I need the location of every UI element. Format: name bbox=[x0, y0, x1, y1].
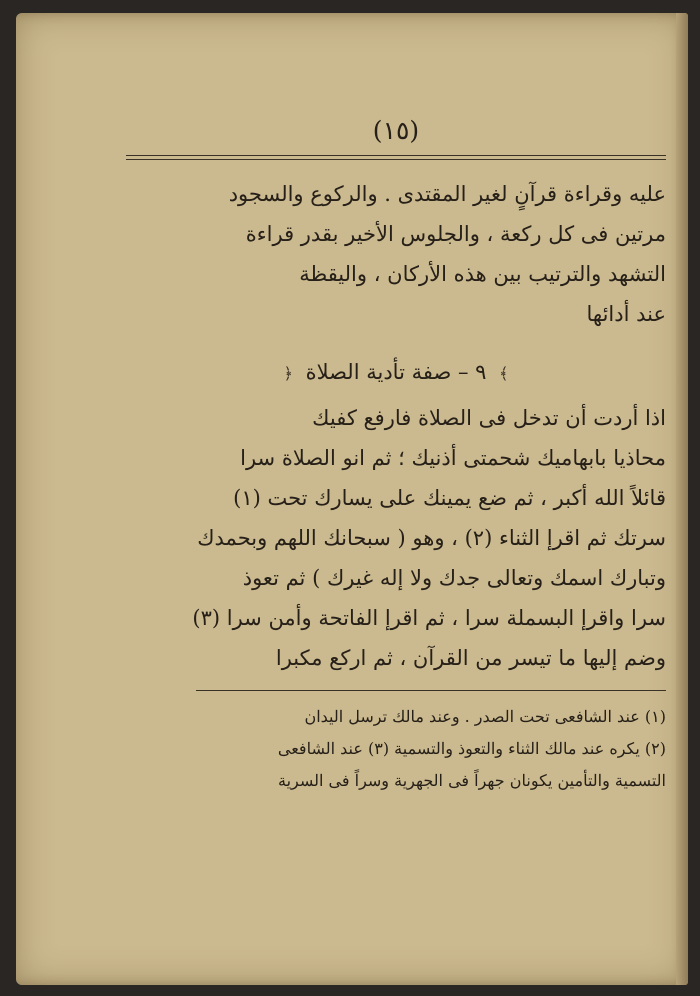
text-line: قائلاً الله أكبر ، ثم ضع يمينك على يسارك تحت (١) bbox=[233, 486, 666, 510]
book-page bbox=[16, 13, 688, 985]
text-line: وتبارك اسمك وتعالى جدك ولا إله غيرك ) ثم تعوذ bbox=[242, 566, 666, 590]
text-line: سرتك ثم اقرإ الثناء (٢) ، وهو ( سبحانك اللهم وبحمدك bbox=[197, 526, 666, 550]
text-line: وضم إليها ما تيسر من القرآن ، ثم اركع مكبرا bbox=[275, 646, 666, 670]
text-line: عليه وقراءة قرآنٍ لغير المقتدى . والركوع والسجود bbox=[228, 182, 666, 206]
text-line: اذا أردت أن تدخل فى الصلاة فارفع كفيك bbox=[312, 406, 666, 430]
page-number: (١٥) bbox=[372, 116, 420, 145]
header-double-rule bbox=[126, 155, 666, 160]
text-line: التشهد والترتيب بين هذه الأركان ، واليقظة bbox=[299, 262, 666, 286]
page-gutter-edge bbox=[676, 13, 688, 985]
text-line: مرتين فى كل ركعة ، والجلوس الأخير بقدر قراءة bbox=[245, 222, 666, 246]
text-line: سرا واقرإ البسملة سرا ، ثم اقرإ الفاتحة وأمن سرا (٣) bbox=[192, 606, 666, 630]
footnote-line: (١) عند الشافعى تحت الصدر . وعند مالك ترسل اليدان bbox=[304, 707, 666, 726]
paragraph-top bbox=[126, 174, 666, 334]
paragraph-main bbox=[126, 398, 666, 678]
footnote-line: (٢) يكره عند مالك الثناء والتعوذ والتسمية (٣) عند الشافعى bbox=[277, 739, 666, 758]
section-heading-text: ٩ – صفة تأدية الصلاة bbox=[305, 360, 487, 384]
text-line: عند أدائها bbox=[586, 302, 666, 326]
footnotes bbox=[126, 701, 666, 797]
heading-ornament-left: ﴿ bbox=[283, 364, 293, 383]
footnote-divider bbox=[196, 690, 666, 691]
text-line: محاذيا بابهاميك شحمتى أذنيك ؛ ثم انو الصلاة سرا bbox=[240, 446, 666, 470]
section-heading bbox=[126, 352, 666, 392]
heading-ornament-right: ﴾ bbox=[499, 364, 509, 383]
page-content bbox=[126, 116, 666, 797]
footnote-line: التسمية والتأمين يكونان جهراً فى الجهرية وسراً فى السرية bbox=[278, 771, 666, 790]
